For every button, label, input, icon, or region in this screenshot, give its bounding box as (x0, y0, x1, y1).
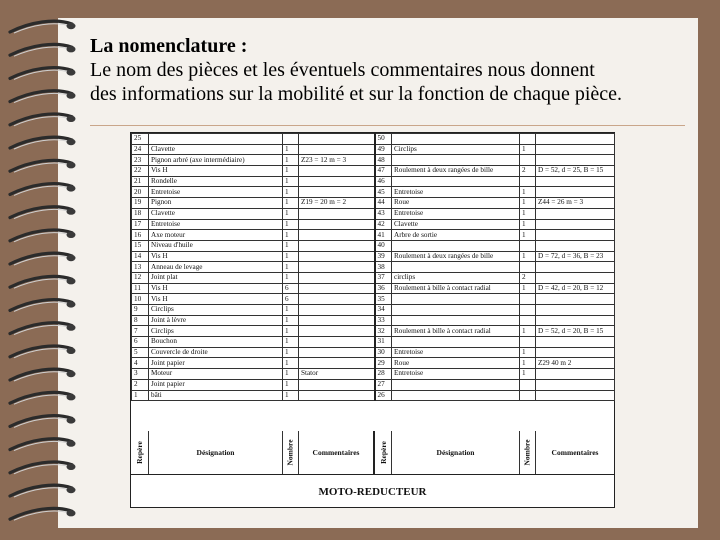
cell-repere-right: 39 (375, 251, 392, 262)
cell-nombre-right: 1 (520, 144, 536, 155)
table-row (132, 176, 615, 187)
cell-repere-right: 32 (375, 326, 392, 337)
cell-commentaires-left (299, 315, 375, 326)
cell-commentaires-right (536, 176, 615, 187)
cell-commentaires-left (299, 347, 375, 358)
cell-designation-left: Bouchon (149, 337, 283, 348)
divider (90, 125, 685, 126)
cell-commentaires-right (536, 208, 615, 219)
cell-repere-right: 47 (375, 166, 392, 177)
cell-designation-right: Entretoise (392, 208, 520, 219)
cell-nombre-right (520, 337, 536, 348)
table-row (132, 305, 615, 316)
cell-commentaires-left (299, 305, 375, 316)
cell-designation-left: Clavette (149, 144, 283, 155)
cell-nombre-left (283, 134, 299, 145)
cell-designation-left: Vis H (149, 294, 283, 305)
cell-repere-left: 10 (132, 294, 149, 305)
cell-commentaires-right (536, 379, 615, 390)
cell-designation-right (392, 315, 520, 326)
cell-nombre-left: 1 (283, 305, 299, 316)
cell-nombre-left: 1 (283, 155, 299, 166)
cell-repere-left: 15 (132, 240, 149, 251)
cell-repere-left: 7 (132, 326, 149, 337)
table-row (132, 272, 615, 283)
cell-designation-right: Roulement à bille à contact radial (392, 283, 520, 294)
cell-designation-right: Roue (392, 198, 520, 209)
cell-designation-right: Entretoise (392, 369, 520, 380)
cell-commentaires-right: Z29 40 m 2 (536, 358, 615, 369)
cell-designation-right (392, 134, 520, 145)
slide-text (90, 34, 690, 106)
cell-designation-right: Entretoise (392, 187, 520, 198)
cell-repere-right: 50 (375, 134, 392, 145)
cell-designation-left: Clavette (149, 208, 283, 219)
cell-designation-left: bâti (149, 390, 283, 401)
cell-commentaires-right (536, 187, 615, 198)
cell-repere-right: 41 (375, 230, 392, 241)
cell-commentaires-right (536, 347, 615, 358)
cell-repere-left: 6 (132, 337, 149, 348)
spiral-binding-icon (0, 0, 90, 540)
cell-repere-left: 18 (132, 208, 149, 219)
cell-repere-left: 19 (132, 198, 149, 209)
table-row (132, 251, 615, 262)
cell-designation-right (392, 337, 520, 348)
cell-commentaires-right (536, 134, 615, 145)
header-designation-left: Désignation (149, 431, 283, 474)
cell-nombre-right: 1 (520, 219, 536, 230)
cell-nombre-right (520, 134, 536, 145)
cell-nombre-left: 1 (283, 337, 299, 348)
cell-designation-right: circlips (392, 272, 520, 283)
cell-commentaires-right (536, 240, 615, 251)
cell-repere-left: 13 (132, 262, 149, 273)
cell-designation-left: Anneau de levage (149, 262, 283, 273)
header-commentaires-right: Commentaires (551, 448, 599, 457)
table-row (132, 294, 615, 305)
cell-nombre-right: 2 (520, 272, 536, 283)
cell-nombre-right: 1 (520, 251, 536, 262)
table-row (132, 219, 615, 230)
cell-repere-right: 36 (375, 283, 392, 294)
cell-nombre-left: 1 (283, 166, 299, 177)
header-nombre-right: Nombre (520, 431, 536, 474)
cell-repere-left: 23 (132, 155, 149, 166)
cell-commentaires-left (299, 240, 375, 251)
cell-commentaires-right: D = 52, d = 25, B = 15 (536, 166, 615, 177)
cell-nombre-left: 1 (283, 198, 299, 209)
cell-designation-left: Niveau d'huile (149, 240, 283, 251)
cell-commentaires-right (536, 230, 615, 241)
cell-commentaires-left (299, 390, 375, 401)
table-row (132, 326, 615, 337)
cell-nombre-right (520, 294, 536, 305)
cell-commentaires-right (536, 390, 615, 401)
cell-repere-left: 1 (132, 390, 149, 401)
cell-designation-right: Roulement à deux rangées de bille (392, 251, 520, 262)
cell-commentaires-left (299, 219, 375, 230)
cell-nombre-left: 1 (283, 240, 299, 251)
cell-designation-right: Entretoise (392, 347, 520, 358)
cell-commentaires-right (536, 369, 615, 380)
cell-nombre-right (520, 379, 536, 390)
cell-designation-left: Vis H (149, 166, 283, 177)
cell-repere-left: 22 (132, 166, 149, 177)
cell-repere-right: 27 (375, 379, 392, 390)
cell-repere-right: 40 (375, 240, 392, 251)
cell-commentaires-left: Stator (299, 369, 375, 380)
cell-commentaires-left (299, 283, 375, 294)
cell-nombre-left: 1 (283, 262, 299, 273)
cell-designation-left: Axe moteur (149, 230, 283, 241)
cell-commentaires-left (299, 134, 375, 145)
table-row (132, 187, 615, 198)
cell-designation-left: Pignon (149, 198, 283, 209)
cell-designation-left: Joint papier (149, 379, 283, 390)
cell-nombre-left: 1 (283, 272, 299, 283)
cell-repere-left: 3 (132, 369, 149, 380)
cell-repere-right: 44 (375, 198, 392, 209)
table-row (132, 283, 615, 294)
cell-repere-right: 28 (375, 369, 392, 380)
cell-nombre-right (520, 390, 536, 401)
cell-commentaires-left (299, 326, 375, 337)
cell-nombre-right (520, 305, 536, 316)
cell-repere-left: 12 (132, 272, 149, 283)
cell-repere-left: 17 (132, 219, 149, 230)
cell-nombre-left: 1 (283, 379, 299, 390)
cell-nombre-right: 1 (520, 187, 536, 198)
slide-text-line-2: des informations sur la mobilité et sur la fonction de chaque pièce. (90, 83, 623, 105)
table-footer-title: MOTO-REDUCTEUR (131, 474, 614, 508)
slide-title: La nomenclature : (90, 35, 248, 57)
cell-commentaires-right (536, 315, 615, 326)
cell-designation-left: Joint papier (149, 358, 283, 369)
cell-commentaires-left (299, 262, 375, 273)
table-row (132, 208, 615, 219)
cell-commentaires-right (536, 219, 615, 230)
cell-commentaires-right (536, 294, 615, 305)
table-row (132, 166, 615, 177)
cell-commentaires-right (536, 272, 615, 283)
cell-designation-left: Rondelle (149, 176, 283, 187)
cell-commentaires-right (536, 262, 615, 273)
cell-designation-right (392, 240, 520, 251)
cell-commentaires-left (299, 294, 375, 305)
cell-repere-right: 29 (375, 358, 392, 369)
cell-nombre-right (520, 240, 536, 251)
cell-repere-right: 45 (375, 187, 392, 198)
cell-nombre-right: 1 (520, 369, 536, 380)
cell-repere-right: 49 (375, 144, 392, 155)
cell-commentaires-right (536, 144, 615, 155)
cell-commentaires-right (536, 305, 615, 316)
cell-repere-right: 31 (375, 337, 392, 348)
cell-commentaires-left (299, 272, 375, 283)
cell-designation-right: Arbre de sortie (392, 230, 520, 241)
cell-repere-left: 4 (132, 358, 149, 369)
cell-repere-left: 16 (132, 230, 149, 241)
cell-repere-right: 37 (375, 272, 392, 283)
header-repere-right: Repère (375, 431, 392, 474)
table-row (132, 230, 615, 241)
cell-designation-right (392, 262, 520, 273)
cell-designation-right: Roulement à deux rangées de bille (392, 166, 520, 177)
cell-nombre-right (520, 315, 536, 326)
cell-repere-left: 25 (132, 134, 149, 145)
cell-designation-left: Joint plat (149, 272, 283, 283)
cell-commentaires-left (299, 187, 375, 198)
cell-nombre-right: 1 (520, 358, 536, 369)
cell-nombre-left: 1 (283, 251, 299, 262)
cell-nombre-right: 1 (520, 283, 536, 294)
cell-repere-left: 8 (132, 315, 149, 326)
cell-repere-right: 30 (375, 347, 392, 358)
cell-designation-left: Couvercle de droite (149, 347, 283, 358)
cell-nombre-left: 1 (283, 219, 299, 230)
cell-repere-right: 34 (375, 305, 392, 316)
cell-repere-right: 35 (375, 294, 392, 305)
cell-repere-left: 2 (132, 379, 149, 390)
header-nombre-left: Nombre (283, 431, 299, 474)
table-row (132, 390, 615, 401)
table-row (132, 144, 615, 155)
cell-nombre-right: 1 (520, 230, 536, 241)
cell-commentaires-right (536, 337, 615, 348)
table-header-row (131, 431, 614, 474)
cell-repere-right: 42 (375, 219, 392, 230)
cell-nombre-left: 1 (283, 326, 299, 337)
cell-nombre-right: 1 (520, 198, 536, 209)
cell-nombre-left: 1 (283, 390, 299, 401)
cell-commentaires-left: Z23 = 12 m = 3 (299, 155, 375, 166)
cell-designation-right: Clavette (392, 219, 520, 230)
cell-repere-right: 33 (375, 315, 392, 326)
cell-commentaires-left (299, 166, 375, 177)
cell-nombre-left: 6 (283, 294, 299, 305)
cell-repere-right: 38 (375, 262, 392, 273)
cell-commentaires-right: D = 52, d = 20, B = 15 (536, 326, 615, 337)
nomenclature-grid (131, 133, 615, 401)
cell-nombre-left: 1 (283, 230, 299, 241)
table-row (132, 262, 615, 273)
cell-nombre-left: 1 (283, 358, 299, 369)
cell-commentaires-left (299, 358, 375, 369)
cell-nombre-right: 1 (520, 326, 536, 337)
cell-designation-left: Entretoise (149, 187, 283, 198)
cell-commentaires-left: Z19 = 20 m = 2 (299, 198, 375, 209)
cell-repere-left: 5 (132, 347, 149, 358)
cell-designation-left: Entretoise (149, 219, 283, 230)
cell-commentaires-left (299, 337, 375, 348)
cell-repere-right: 46 (375, 176, 392, 187)
cell-designation-right (392, 305, 520, 316)
cell-commentaires-left (299, 208, 375, 219)
cell-commentaires-left (299, 379, 375, 390)
cell-repere-left: 9 (132, 305, 149, 316)
nomenclature-table (130, 132, 615, 508)
cell-commentaires-right: D = 42, d = 20, B = 12 (536, 283, 615, 294)
cell-repere-right: 43 (375, 208, 392, 219)
cell-nombre-right: 1 (520, 347, 536, 358)
cell-nombre-left: 1 (283, 176, 299, 187)
cell-repere-left: 20 (132, 187, 149, 198)
table-row (132, 347, 615, 358)
cell-designation-left (149, 134, 283, 145)
table-row (132, 369, 615, 380)
cell-designation-right (392, 390, 520, 401)
cell-designation-left: Vis H (149, 283, 283, 294)
cell-designation-right (392, 155, 520, 166)
cell-nombre-left: 1 (283, 315, 299, 326)
cell-commentaires-left (299, 176, 375, 187)
cell-designation-right: Roulement à bille à contact radial (392, 326, 520, 337)
slide-text-line-1: Le nom des pièces et les éventuels commentaires nous donnent (90, 59, 595, 81)
cell-nombre-right: 1 (520, 208, 536, 219)
table-row (132, 379, 615, 390)
cell-repere-left: 11 (132, 283, 149, 294)
cell-repere-left: 24 (132, 144, 149, 155)
cell-nombre-right (520, 262, 536, 273)
cell-designation-right: Circlips (392, 144, 520, 155)
cell-commentaires-right: Z44 = 26 m = 3 (536, 198, 615, 209)
cell-designation-left: Circlips (149, 305, 283, 316)
table-row (132, 240, 615, 251)
cell-designation-left: Joint à lèvre (149, 315, 283, 326)
cell-designation-left: Vis H (149, 251, 283, 262)
cell-repere-left: 21 (132, 176, 149, 187)
cell-nombre-left: 1 (283, 347, 299, 358)
cell-nombre-left: 1 (283, 187, 299, 198)
header-commentaires-left: Commentaires (299, 431, 375, 474)
cell-nombre-right (520, 176, 536, 187)
table-row (132, 155, 615, 166)
cell-nombre-left: 1 (283, 144, 299, 155)
cell-designation-right (392, 176, 520, 187)
cell-nombre-left: 6 (283, 283, 299, 294)
cell-repere-left: 14 (132, 251, 149, 262)
cell-commentaires-right: D = 72, d = 36, B = 23 (536, 251, 615, 262)
cell-nombre-right: 2 (520, 166, 536, 177)
cell-commentaires-left (299, 251, 375, 262)
cell-commentaires-left (299, 230, 375, 241)
table-row (132, 358, 615, 369)
table-row (132, 337, 615, 348)
cell-designation-right (392, 294, 520, 305)
cell-nombre-right (520, 155, 536, 166)
cell-repere-right: 26 (375, 390, 392, 401)
table-row (132, 198, 615, 209)
header-designation-right: Désignation (392, 431, 520, 474)
cell-designation-left: Pignon arbré (axe intermédiaire) (149, 155, 283, 166)
cell-commentaires-left (299, 144, 375, 155)
cell-nombre-left: 1 (283, 369, 299, 380)
cell-designation-left: Moteur (149, 369, 283, 380)
table-row (132, 134, 615, 145)
cell-repere-right: 48 (375, 155, 392, 166)
table-row (132, 315, 615, 326)
cell-designation-right (392, 379, 520, 390)
cell-nombre-left: 1 (283, 208, 299, 219)
cell-designation-right: Roue (392, 358, 520, 369)
cell-designation-left: Circlips (149, 326, 283, 337)
header-repere-left: Repère (131, 431, 149, 474)
cell-commentaires-right (536, 155, 615, 166)
